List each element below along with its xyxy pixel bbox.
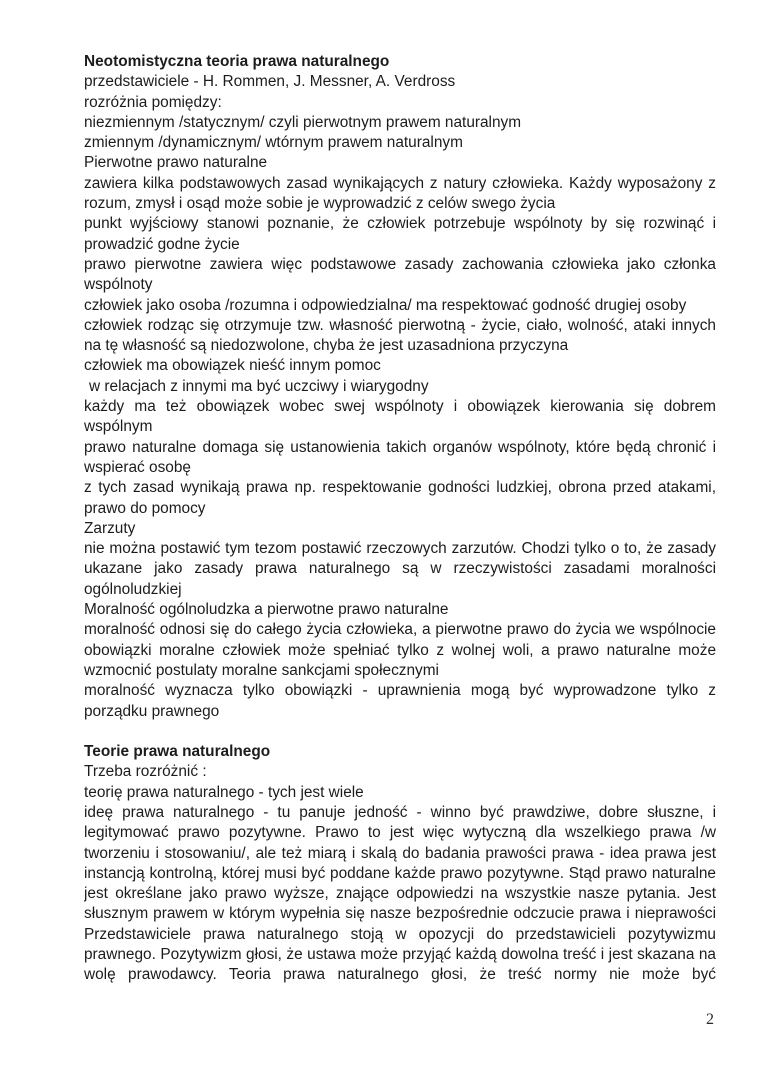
text-line: Zarzuty bbox=[84, 519, 136, 537]
text-line: tworzeniu i stosowaniu/, ale też miarą i skalą do badania prawości prawa - idea prawa jest bbox=[84, 844, 716, 862]
text-line: porządku prawnego bbox=[84, 702, 220, 720]
text-line: wspierać osobę bbox=[84, 458, 191, 476]
text-line: moralność wyznacza tylko obowiązki - uprawnienia mogą być wyprowadzone tylko z bbox=[84, 682, 716, 700]
text-line: Moralność ogólnoludzka a pierwotne prawo naturalne bbox=[84, 601, 449, 619]
blank-line bbox=[84, 722, 716, 742]
text-line: rozróżnia pomiędzy: bbox=[84, 93, 222, 111]
text-line: instancją kontrolną, której musi być poddane każde prawo pozytywne. Stąd prawo naturalne bbox=[84, 864, 716, 882]
text-line: jest określane jako prawo wyższe, znające odpowiedzi na wszystkie nasze pytania. Jest bbox=[84, 885, 716, 903]
text-line: prawo naturalne domaga się ustanowienia takich organów wspólnoty, które będą chronić i bbox=[84, 438, 716, 456]
text-line: zawiera kilka podstawowych zasad wynikających z natury człowieka. Każdy wyposażony z bbox=[84, 174, 716, 192]
text-line: legitymować prawo pozytywne. Prawo to jest więc wytyczną dla wszelkiego prawa /w bbox=[84, 824, 716, 842]
text-line: w relacjach z innymi ma być uczciwy i wiarygodny bbox=[89, 377, 429, 395]
text-line: niezmiennym /statycznym/ czyli pierwotnym prawem naturalnym bbox=[84, 113, 522, 131]
text-line: prowadzić godne życie bbox=[84, 235, 240, 253]
text-line: prawo do pomocy bbox=[84, 499, 206, 517]
page-number: 2 bbox=[706, 1011, 714, 1028]
section-heading: Teorie prawa naturalnego bbox=[84, 743, 271, 761]
text-line: moralność odnosi się do całego życia człowieka, a pierwotne prawo do życia we wspólnocie bbox=[84, 621, 716, 639]
text-line: człowiek rodząc się otrzymuje tzw. własność pierwotną - życie, ciało, wolność, ataki innych bbox=[84, 316, 716, 334]
text-line: obowiązki moralne człowiek może spełniać tylko z wolnej woli, a prawo naturalne może bbox=[84, 641, 716, 659]
text-line: Trzeba rozróżnić : bbox=[84, 763, 207, 781]
text-line: punkt wyjściowy stanowi poznanie, że człowiek potrzebuje wspólnoty by się rozwinąć i bbox=[84, 215, 716, 233]
text-line: wspólnoty bbox=[84, 276, 153, 294]
text-line: Przedstawiciele prawa naturalnego stoją w opozycji do przedstawicieli pozytywizmu bbox=[84, 925, 716, 943]
text-line: z tych zasad wynikają prawa np. respektowanie godności ludzkiej, obrona przed atakami, bbox=[84, 479, 716, 497]
text-line: prawo pierwotne zawiera więc podstawowe zasady zachowania człowieka jako członka bbox=[84, 255, 716, 273]
text-line: Pierwotne prawo naturalne bbox=[84, 154, 268, 172]
text-line: teorię prawa naturalnego - tych jest wiele bbox=[84, 783, 364, 801]
text-line: człowiek ma obowiązek nieść innym pomoc bbox=[84, 357, 381, 375]
text-line: na tę własność są niedozwolone, chyba że jest uzasadniona przyczyna bbox=[84, 337, 569, 355]
text-line: człowiek jako osoba /rozumna i odpowiedzialna/ ma respektować godność drugiej osoby bbox=[84, 296, 687, 314]
text-line: wspólnym bbox=[84, 418, 153, 436]
text-line: zmiennym /dynamicznym/ wtórnym prawem naturalnym bbox=[84, 134, 463, 152]
text-line: wzmocnić postulaty moralne sankcjami społecznymi bbox=[84, 661, 439, 679]
text-line: ogólnoludzkiej bbox=[84, 580, 182, 598]
document-text bbox=[84, 52, 716, 986]
text-line: wolę prawodawcy. Teoria prawa naturalnego głosi, że treść normy nie może być bbox=[84, 966, 716, 984]
text-line: przedstawiciele - H. Rommen, J. Messner, A. Verdross bbox=[84, 73, 456, 91]
section-heading: Neotomistyczna teoria prawa naturalnego bbox=[84, 53, 390, 70]
text-line: rozum, zmysł i osąd może sobie je wyprowadzić z celów swego życia bbox=[84, 195, 556, 213]
text-line: nie można postawić tym tezom postawić rzeczowych zarzutów. Chodzi tylko o to, że zasady bbox=[84, 540, 716, 558]
text-line: słusznym prawem w którym wypełnia się nasze bezpośrednie odczucie prawa i nieprawości bbox=[84, 905, 716, 923]
text-line: każdy ma też obowiązek wobec swej wspólnoty i obowiązek kierowania się dobrem bbox=[84, 398, 716, 416]
text-line: ukazane jako zasady prawa naturalnego są w rzeczywistości zasadami moralności bbox=[84, 560, 716, 578]
text-line: ideę prawa naturalnego - tu panuje jedność - winno być prawdziwe, dobre słuszne, i bbox=[84, 803, 716, 821]
text-line: prawnego. Pozytywizm głosi, że ustawa może przyjąć każdą dowolna treść i jest skazana na bbox=[84, 946, 716, 964]
